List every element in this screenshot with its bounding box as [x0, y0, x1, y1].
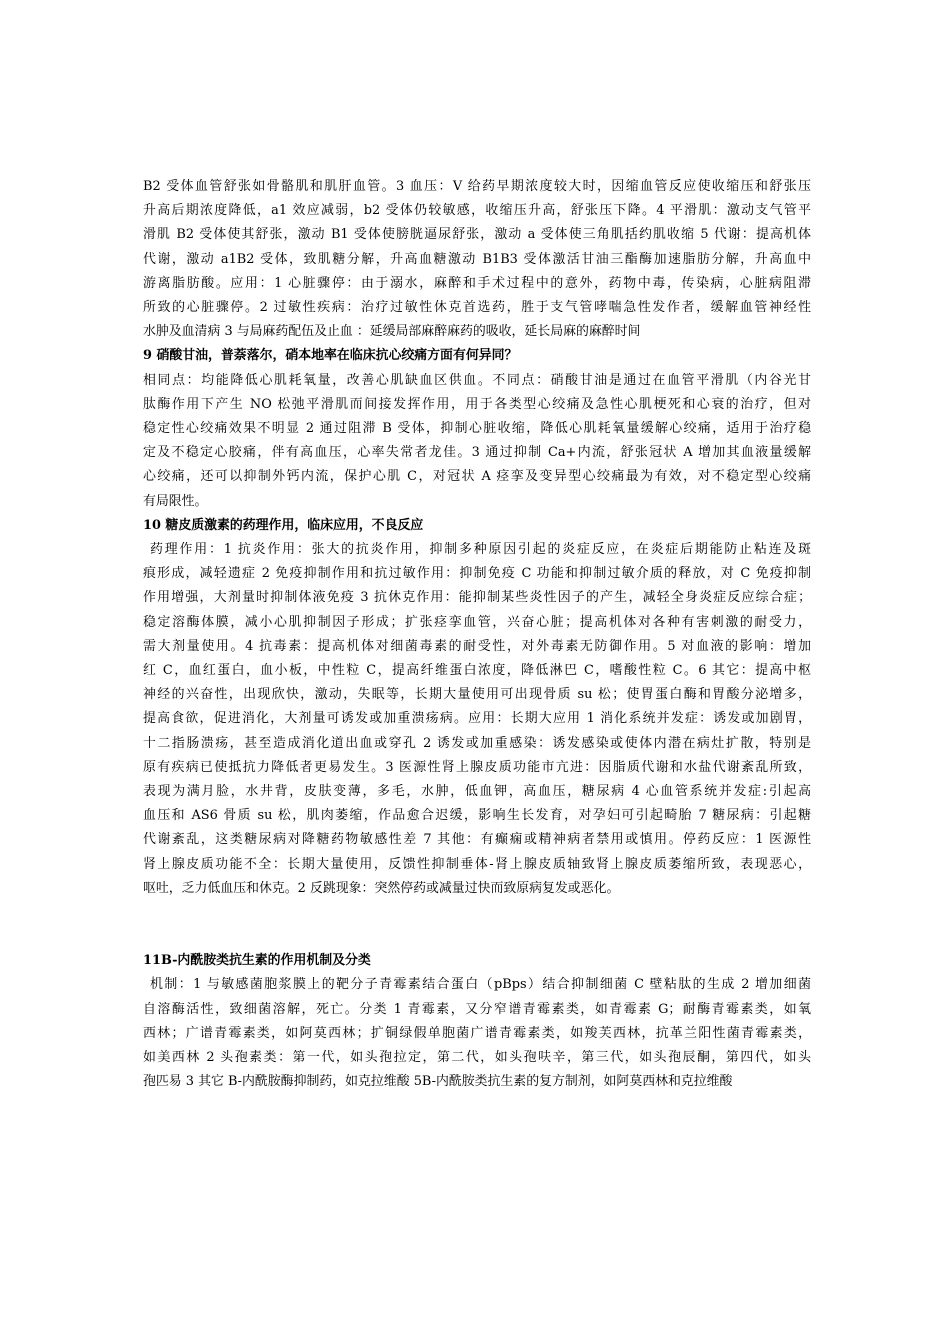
section-10-heading: 10 糖皮质激素的药理作用，临床应用，不良反应: [143, 517, 424, 533]
text-line: B2 受体血管舒张如骨骼肌和肌肝血管。3 血压：V 给药早期浓度较大时，因缩血管反应使收缩压和舒张压: [143, 179, 811, 194]
section-9-body: [143, 369, 811, 514]
text-line: 代谢，激动 a1B2 受体，致肌糖分解，升高血糖激动 B1B3 受体激活甘油三酯酶加速脂肪分解，升高血中: [143, 251, 811, 267]
text-line: 血压和 AS6 骨质 su 松，肌肉萎缩，作品愈合迟缓，影响生长发育，对孕妇可引起畸胎 7 糖尿病：引起糖: [143, 808, 811, 824]
text-line: 滑肌 B2 受体使其舒张，激动 B1 受体使膀胱逼尿舒张，激动 a 受体使三角肌括约肌收缩 5 代谢：提高机体: [143, 227, 811, 243]
text-line: 所致的心脏骤停。2 过敏性疾病：治疗过敏性休克首选药，胜于支气管哮喘急性发作者，缓解血管神经性: [143, 300, 811, 316]
section-11-heading: 11B-内酰胺类抗生素的作用机制及分类: [143, 953, 371, 969]
text-line: 机制：1 与敏感菌胞浆膜上的靶分子青霉素结合蛋白（pBps）结合抑制细菌 C 壁粘肽的生成 2 增加细菌: [150, 977, 811, 993]
section-9-heading: 9 硝酸甘油，普萘落尔，硝本地率在临床抗心绞痛方面有何异同？: [143, 348, 518, 364]
text-line: 相同点：均能降低心肌耗氧量，改善心肌缺血区供血。不同点：硝酸甘油是通过在血管平滑肌（内谷光甘: [143, 372, 811, 388]
text-line: 水肿及血清病 3 与局麻药配伍及止血 ：延缓局部麻醉麻药的吸收，延长局麻的麻醉时间: [143, 324, 641, 340]
text-line: 表现为满月脸，水井背，皮肤变薄，多毛，水肿，低血钾，高血压，糖尿病 4 心血管系统并发症:引起高: [143, 784, 811, 800]
text-line: 稳定性心绞痛效果不明显 2 通过阻滞 B 受体，抑制心脏收缩，降低心肌耗氧量缓解心绞痛，适用于治疗稳: [143, 421, 811, 437]
text-line: 十二指肠溃疡，甚至造成消化道出血或穿孔 2 诱发或加重感染：诱发感染或使体内潜在病灶扩散，特别是: [143, 735, 811, 751]
text-line: 原有疾病已使抵抗力降低者更易发生。3 医源性肾上腺皮质功能市亢进：因脂质代谢和水盐代谢紊乱所致，: [143, 759, 811, 775]
text-line: 神经的兴奋性，出现欣快，激动，失眠等，长期大量使用可出现骨质 su 松；使胃蛋白酶和胃酸分泌增多，: [143, 687, 811, 703]
text-line: 代谢紊乱，这类糖尿病对降糖药物敏感性差 7 其他：有癫痫或精神病者禁用或慎用。停药反应：1 医源性: [143, 832, 811, 848]
section-11-body: [143, 973, 811, 1094]
text-line: 西林；广谱青霉素类，如阿莫西林；扩铜绿假单胞菌广谱青霉素类，如羧芙西林，抗革兰阳性菌青霉素类，: [143, 1025, 811, 1041]
text-line: 呕吐，乏力低血压和休克。2 反跳现象：突然停药或减量过快而致原病复发或恶化。: [143, 880, 620, 896]
text-line: 稳定溶酶体膜，减小心肌抑制因子形成；扩张痉挛血管，兴奋心脏；提高机体对各种有害刺激的耐受力，: [143, 614, 811, 630]
document-page: [143, 175, 811, 1094]
section-10-body: [143, 538, 811, 901]
text-line: 自溶酶活性，致细菌溶解，死亡。分类 1 青霉素，又分窄谱青霉素类，如青霉素 G；耐酶青霉素类，如氧: [143, 1001, 811, 1017]
text-line: 如美西林 2 头孢素类：第一代，如头孢拉定，第二代，如头孢呋辛，第三代，如头孢辰酮，第四代，如头: [143, 1049, 811, 1065]
text-line: 游离脂肪酸。应用：1 心脏骤停：由于溺水，麻醉和手术过程中的意外，药物中毒，传染病，心脏病阻滞: [143, 275, 811, 291]
text-line: 痕形成，减轻遗症 2 免疫抑制作用和抗过敏作用：抑制免疫 C 功能和抑制过敏介质的释放，对 C 免疫抑制: [143, 566, 811, 582]
text-line: 定及不稳定心胶痛，伴有高血压，心率失常者龙佳。3 通过抑制 Ca+内流，舒张冠状 A 增加其血液量缓解: [143, 445, 811, 461]
text-line: 作用增强，大剂量时抑制体液免疫 3 抗休克作用：能抑制某些炎性因子的产生，减轻全身炎症反应综合症；: [143, 590, 811, 606]
text-line: 药理作用：1 抗炎作用：张大的抗炎作用，抑制多种原因引起的炎症反应，在炎症后期能防止粘连及斑: [150, 542, 811, 558]
text-line: 肾上腺皮质功能不全：长期大量使用，反馈性抑制垂体-肾上腺皮质轴致肾上腺皮质萎缩所致，表现恶心，: [143, 856, 811, 872]
text-line: 提高食欲，促进消化，大剂量可诱发或加重溃疡病。应用：长期大应用 1 消化系统并发症：诱发或加剧胃，: [143, 711, 811, 727]
text-line: 孢匹易 3 其它 B-内酰胺酶抑制药，如克拉维酸 5B-内酰胺类抗生素的复方制剂，如阿莫西林和克拉维酸: [143, 1074, 733, 1090]
text-line: 心绞痛，还可以抑制外钙内流，保护心肌 C，对冠状 A 痉挛及变异型心绞痛最为有效，对不稳定型心绞痛: [143, 469, 811, 485]
text-line: 升高后期浓度降低，a1 效应减弱，b2 受体仍较敏感，收缩压升高，舒张压下降。4 平滑肌：激动支气管平: [143, 203, 811, 219]
text-line: 需大剂量使用。4 抗毒素：提高机体对细菌毒素的耐受性，对外毒素无防御作用。5 对血液的影响：增加: [143, 638, 811, 654]
text-line: 红 C，血红蛋白，血小板，中性粒 C，提高纤维蛋白浓度，降低淋巴 C，嗜酸性粒 C。6 其它：提高中枢: [143, 663, 811, 679]
spacer: [143, 901, 811, 949]
text-line: 有局限性。: [143, 493, 208, 509]
intro-paragraph: [143, 175, 811, 344]
text-line: 肽酶作用下产生 NO 松弛平滑肌而间接发挥作用，用于各类型心绞痛及急性心肌梗死和心衰的治疗，但对: [143, 396, 811, 412]
